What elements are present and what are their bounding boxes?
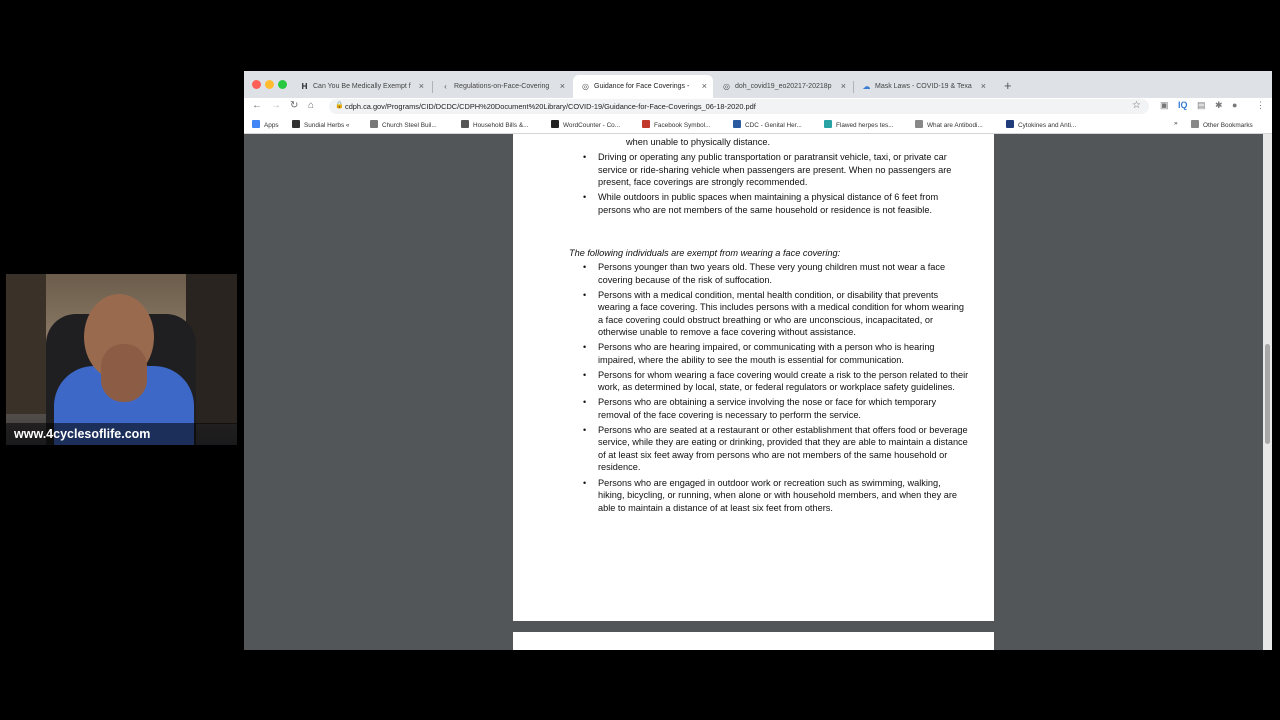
reload-icon[interactable]: ↻ — [290, 100, 299, 111]
bookmark-cytokines[interactable]: Cytokines and Anti... — [1006, 120, 1076, 129]
extension-icon[interactable]: ▤ — [1197, 100, 1206, 110]
bookmark-favicon-icon — [551, 120, 559, 128]
scrollbar-thumb[interactable] — [1265, 344, 1270, 444]
home-icon[interactable]: ⌂ — [308, 100, 315, 111]
menu-kebab-icon[interactable]: ⋮ — [1256, 100, 1265, 110]
bookmark-apps[interactable]: Apps — [252, 120, 279, 129]
pdf-viewer[interactable] — [244, 134, 1272, 650]
bookshelf-left — [6, 274, 46, 414]
tab-medically-exempt[interactable] — [292, 75, 430, 98]
webcam-caption: www.4cyclesoflife.com — [6, 423, 237, 445]
close-tab-icon[interactable]: × — [840, 81, 846, 91]
bookmark-favicon-icon — [642, 120, 650, 128]
pdf-exempt-heading: The following individuals are exempt from wearing a face covering: — [569, 248, 841, 258]
bookmark-antibodies[interactable]: What are Antibodi... — [915, 120, 983, 129]
zoom-window-dot[interactable] — [278, 80, 287, 89]
bookmarks-bar — [244, 115, 1272, 134]
tab-favicon-icon: ‹ — [444, 82, 447, 91]
bookmark-household-bills[interactable]: Household Bills &... — [461, 120, 528, 129]
bookmark-favicon-icon — [370, 120, 378, 128]
new-tab-plus-icon[interactable]: + — [1004, 78, 1012, 93]
folder-icon — [1191, 120, 1199, 128]
pdf-list-item: • Persons younger than two years old. These very young children must not wear a face covering because of the risk of suffocation. — [569, 261, 969, 286]
address-bar[interactable] — [329, 99, 1149, 114]
bookmarks-overflow-chevron-icon[interactable]: » — [1174, 120, 1178, 127]
tab-favicon-icon: ☁ — [862, 82, 871, 91]
close-tab-icon[interactable]: × — [418, 81, 424, 91]
bookmark-favicon-icon — [824, 120, 832, 128]
bookmark-favicon-icon — [292, 120, 300, 128]
tab-title: Can You Be Medically Exempt f — [313, 83, 411, 90]
tab-title: doh_covid19_eo20217-20218p — [735, 83, 832, 90]
webcam-overlay — [6, 274, 237, 445]
tab-favicon-icon: H — [301, 82, 308, 91]
tab-guidance-face-coverings[interactable] — [573, 75, 713, 98]
tab-favicon-icon: ◎ — [582, 82, 589, 91]
pdf-list-item: • Persons for whom wearing a face covering would create a risk to the person related to their work, as determined by local, state, or federal regulators or workplace safety guidelines. — [569, 369, 969, 394]
bookmark-sundial-herbs[interactable]: Sundial Herbs « — [292, 120, 349, 129]
bookmark-facebook-symbol[interactable]: Facebook Symbol... — [642, 120, 710, 129]
tab-favicon-icon: ◎ — [723, 82, 730, 91]
bookmark-favicon-icon — [461, 120, 469, 128]
navigation-toolbar — [244, 98, 1272, 115]
bookmark-church-steel[interactable]: Church Steel Buil... — [370, 120, 437, 129]
apps-grid-icon — [252, 120, 260, 128]
tab-title: Guidance for Face Coverings - — [594, 83, 690, 90]
lock-icon: 🔒 — [335, 102, 344, 109]
pdf-list-item: • Persons who are obtaining a service involving the nose or face for which temporary removal of the face covering is necessary to perform the service. — [569, 396, 969, 421]
extension-iq-icon[interactable]: IQ — [1178, 100, 1188, 110]
pdf-exempt-list — [569, 261, 969, 517]
extensions-puzzle-icon[interactable]: ✱ — [1215, 100, 1223, 110]
close-tab-icon[interactable]: × — [701, 81, 707, 91]
vertical-scrollbar[interactable] — [1263, 134, 1272, 650]
bookmark-favicon-icon — [1006, 120, 1014, 128]
close-window-dot[interactable] — [252, 80, 261, 89]
tab-doh-covid19[interactable] — [714, 75, 852, 98]
pdf-top-list — [569, 151, 969, 219]
pdf-next-page — [513, 632, 994, 650]
other-bookmarks[interactable]: Other Bookmarks — [1191, 120, 1253, 129]
pdf-list-item: • Persons with a medical condition, mental health condition, or disability that prevents wearing a face covering. This includes persons with a medical condition for whom wearing a face covering could obstruct breathing or who are unconscious, incapacitated, or otherwise unable to remove a face covering without assistance. — [569, 289, 969, 339]
tab-mask-laws[interactable] — [854, 75, 992, 98]
tab-title: Mask Laws - COVID-19 & Texa — [875, 83, 972, 90]
bookmark-cdc-genital[interactable]: CDC - Genital Her... — [733, 120, 802, 129]
url-text: cdph.ca.gov/Programs/CID/DCDC/CDPH%20Document%20Library/COVID-19/Guidance-for-Face-Coverings_06-18-2020.pdf — [345, 102, 756, 111]
bookmark-flawed-herpes[interactable]: Flawed herpes tes... — [824, 120, 894, 129]
bookmark-star-icon[interactable]: ☆ — [1132, 100, 1141, 111]
bookmark-favicon-icon — [733, 120, 741, 128]
bookmark-wordcounter[interactable]: WordCounter - Co... — [551, 120, 620, 129]
bookmark-favicon-icon — [915, 120, 923, 128]
pdf-list-item: • Persons who are engaged in outdoor work or recreation such as swimming, walking, hiking, bicycling, or running, when alone or with household members, and when they are able to maintain a distance of at least six feet from others. — [569, 477, 969, 515]
tab-title: Regulations-on-Face-Covering — [454, 83, 550, 90]
browser-window — [244, 71, 1272, 650]
pdf-list-item: • Persons who are seated at a restaurant or other establishment that offers food or beverage service, while they are eating or drinking, provided that they are able to maintain a distance of at least six feet away from persons who are not members of the same household or residence. — [569, 424, 969, 474]
forward-arrow-icon[interactable]: → — [271, 100, 281, 111]
pdf-page — [513, 134, 994, 621]
back-arrow-icon[interactable]: ← — [252, 100, 262, 111]
tab-strip — [244, 71, 1272, 98]
close-tab-icon[interactable]: × — [559, 81, 565, 91]
tab-regulations[interactable] — [433, 75, 571, 98]
minimize-window-dot[interactable] — [265, 80, 274, 89]
close-tab-icon[interactable]: × — [980, 81, 986, 91]
pdf-list-item: • Persons who are hearing impaired, or communicating with a person who is hearing impaired, where the ability to see the mouth is essential for communication. — [569, 341, 969, 366]
pdf-list-item: • Driving or operating any public transportation or paratransit vehicle, taxi, or private car service or ride-sharing vehicle when passengers are present. When no passengers are present, face coverings are strongly recommended. — [569, 151, 969, 189]
profile-avatar-icon[interactable]: ● — [1232, 100, 1238, 110]
pdf-continuation-line: when unable to physically distance. — [626, 137, 771, 147]
presenter-hand — [101, 344, 147, 402]
pdf-list-item: • While outdoors in public spaces when maintaining a physical distance of 6 feet from persons who are not members of the same household or residence is not feasible. — [569, 191, 969, 216]
extension-icon[interactable]: ▣ — [1160, 100, 1169, 110]
